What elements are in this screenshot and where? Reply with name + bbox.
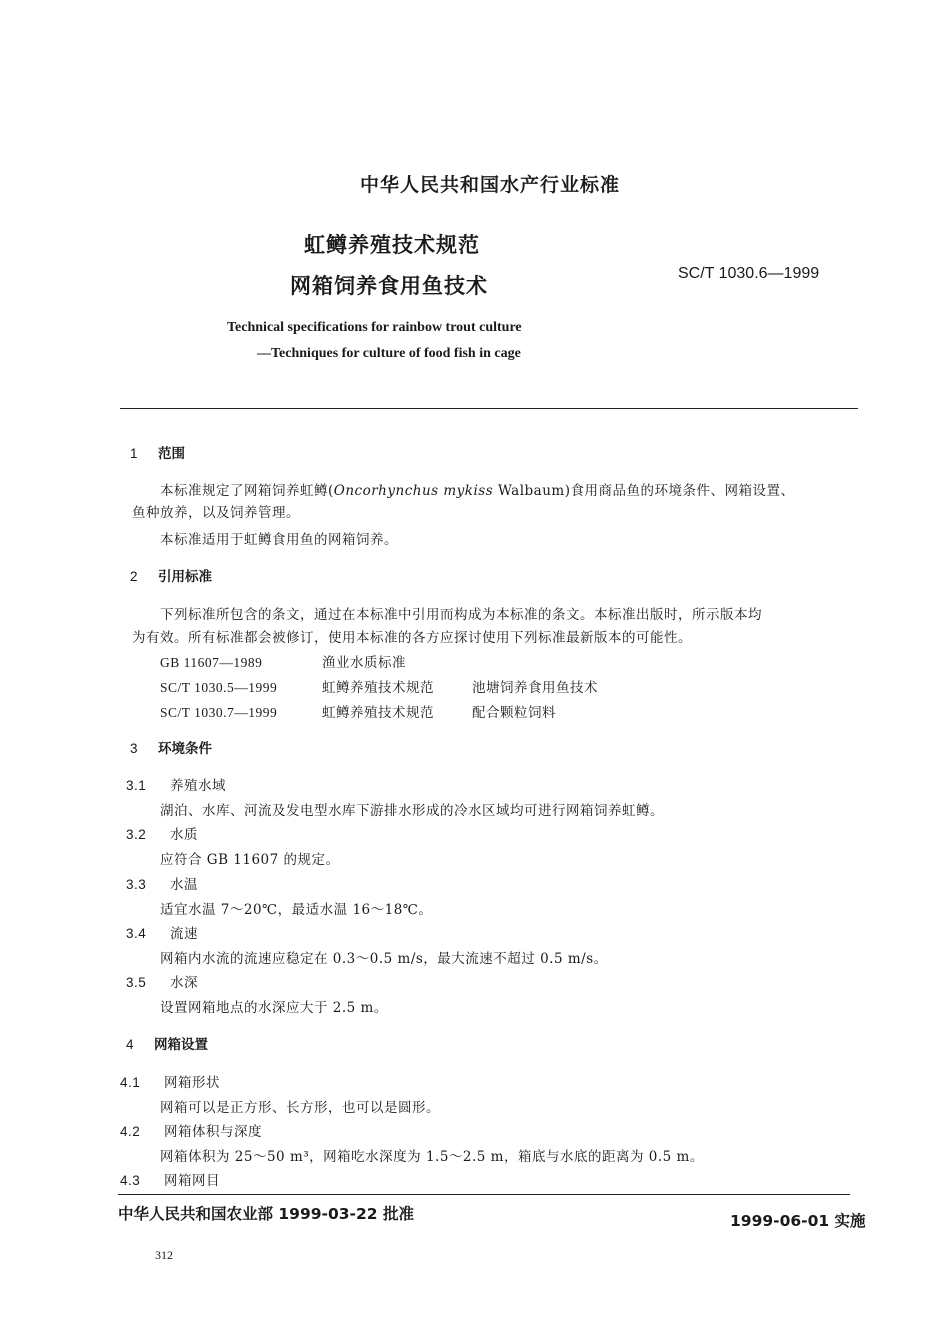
subsection-3-2-text: 应符合 GB 11607 的规定。 [160,852,340,868]
section-1-paragraph-2: 本标准适用于虹鳟食用鱼的网箱饲养。 [160,532,398,548]
text-run: Walbaum)食用商品鱼的环境条件、网箱设置、 [493,483,795,499]
reference-title: 虹鳟养殖技术规范 [322,705,434,721]
subsection-3-5-heading [126,971,198,991]
section-2-paragraph-1-cont: 为有效。所有标准都会被修订，使用本标准的各方应探讨使用下列标准最新版本的可能性。 [132,630,692,646]
reference-code: SC/T 1030.5—1999 [160,680,278,695]
subsection-title: 流速 [170,926,198,942]
subsection-3-3-text: 适宜水温 7～20℃，最适水温 16～18℃。 [160,902,433,918]
english-title-line1: Technical specifications for rainbow trout culture [227,320,522,335]
subsection-number: 3.5 [126,975,147,990]
approval-line: 中华人民共和国农业部 1999-03-22 批准 [118,1205,414,1223]
subsection-4-3-heading [120,1169,220,1189]
subsection-number: 3.3 [126,877,147,892]
subsection-title: 水温 [170,877,198,893]
subsection-4-1-heading [120,1071,220,1091]
subsection-3-3-heading [126,873,198,893]
species-name: Oncorhynchus mykiss [333,483,494,499]
subsection-title: 养殖水域 [170,778,226,794]
subsection-3-4-heading [126,922,198,942]
section-title: 范围 [158,446,185,462]
subsection-3-4-text: 网箱内水流的流速应稳定在 0.3～0.5 m/s，最大流速不超过 0.5 m/s。 [160,951,608,967]
subsection-number: 4.3 [120,1173,141,1188]
reference-item [160,651,472,671]
standard-category-heading: 中华人民共和国水产行业标准 [359,174,620,196]
section-1-paragraph-1 [160,479,794,499]
subsection-number: 4.1 [120,1075,141,1090]
section-title: 网箱设置 [154,1037,208,1053]
standard-code: SC/T 1030.6—1999 [678,265,820,282]
reference-code: GB 11607—1989 [160,655,263,670]
section-number: 2 [130,569,138,584]
section-3-heading [130,737,212,757]
section-2-paragraph-1: 下列标准所包含的条文，通过在本标准中引用而构成为本标准的条文。本标准出版时，所示版本均 [160,607,762,623]
subsection-3-1-text: 湖泊、水库、河流及发电型水库下游排水形成的冷水区域均可进行网箱饲养虹鳟。 [160,803,664,819]
section-4-heading [126,1033,208,1053]
footer-divider [118,1194,850,1195]
reference-code: SC/T 1030.7—1999 [160,705,278,720]
subsection-title: 水质 [170,827,198,843]
section-1-paragraph-1-cont: 鱼种放养，以及饲养管理。 [132,505,300,521]
section-number: 3 [130,741,138,756]
reference-title: 渔业水质标准 [322,655,406,671]
subsection-3-5-text: 设置网箱地点的水深应大于 2.5 m。 [160,1000,388,1016]
subsection-title: 网箱形状 [164,1075,220,1091]
implementation-date: 1999-06-01 实施 [730,1212,866,1230]
reference-subtitle: 池塘饲养食用鱼技术 [472,680,598,696]
section-title: 引用标准 [158,569,212,585]
subsection-title: 网箱体积与深度 [164,1124,262,1140]
document-title-line1: 虹鳟养殖技术规范 [304,233,480,257]
page-number: 312 [155,1248,173,1262]
reference-subtitle: 配合颗粒饲料 [472,705,556,721]
section-2-heading [130,565,212,585]
document-title-line2: 网箱饲养食用鱼技术 [290,274,488,298]
section-title: 环境条件 [158,741,212,757]
english-title-line2: —Techniques for culture of food fish in cage [257,346,521,361]
reference-item [160,701,556,721]
subsection-number: 4.2 [120,1124,141,1139]
reference-title: 虹鳟养殖技术规范 [322,680,434,696]
header-divider [120,408,858,409]
subsection-3-2-heading [126,823,198,843]
section-1-heading [130,442,185,462]
subsection-title: 水深 [170,975,198,991]
subsection-4-2-text: 网箱体积为 25～50 m³，网箱吃水深度为 1.5～2.5 m，箱底与水底的距离为 0.5 m。 [160,1149,704,1165]
section-number: 1 [130,446,138,461]
reference-item [160,676,598,696]
subsection-4-1-text: 网箱可以是正方形、长方形，也可以是圆形。 [160,1100,440,1116]
subsection-number: 3.1 [126,778,147,793]
subsection-number: 3.4 [126,926,147,941]
text-run: 本标准规定了网箱饲养虹鳟( [160,483,334,499]
subsection-3-1-heading [126,774,226,794]
section-number: 4 [126,1037,134,1052]
subsection-number: 3.2 [126,827,147,842]
subsection-4-2-heading [120,1120,262,1140]
subsection-title: 网箱网目 [164,1173,220,1189]
